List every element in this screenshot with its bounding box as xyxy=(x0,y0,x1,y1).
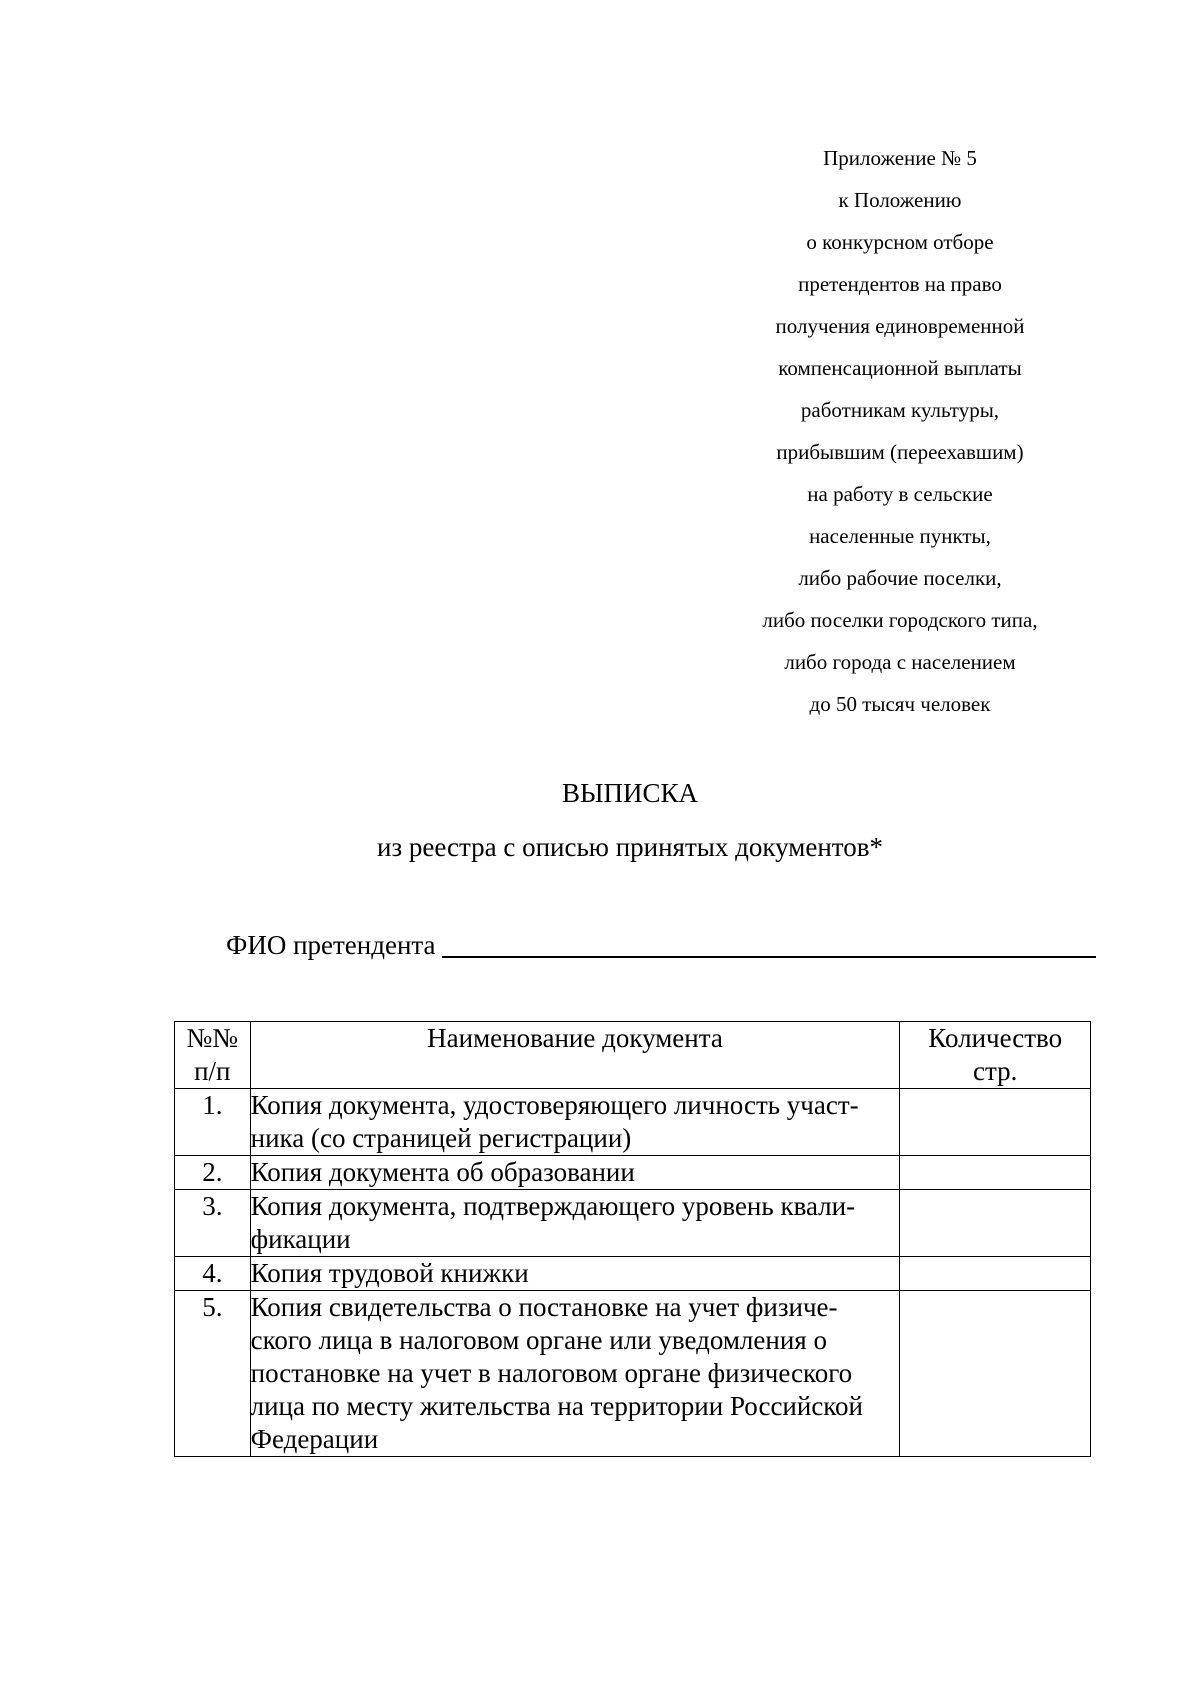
appendix-line: к Положению xyxy=(838,188,962,212)
row-page-count[interactable] xyxy=(900,1089,1091,1156)
applicant-name-label: ФИО претендента xyxy=(226,930,436,960)
row-document-name-line: Копия документа об образовании xyxy=(250,1157,635,1187)
applicant-name-row xyxy=(226,925,1096,965)
appendix-line: либо поселки городского типа, xyxy=(762,608,1038,632)
row-number: 4. xyxy=(175,1257,251,1291)
header-page-count-line2: стр. xyxy=(973,1056,1018,1086)
header-page-count xyxy=(900,1022,1091,1089)
appendix-line: до 50 тысяч человек xyxy=(809,692,991,716)
table-row xyxy=(175,1089,1091,1156)
appendix-line: компенсационной выплаты xyxy=(778,356,1022,380)
appendix-line: о конкурсном отборе xyxy=(806,230,994,254)
row-document-name-line: Копия свидетельства о постановке на учет физиче- xyxy=(250,1292,838,1322)
appendix-line: населенные пункты, xyxy=(809,524,991,548)
row-document-name-line: лица по месту жительства на территории Российской xyxy=(250,1391,864,1421)
appendix-line: получения единовременной xyxy=(775,314,1025,338)
row-number: 1. xyxy=(175,1089,251,1156)
row-page-count[interactable] xyxy=(900,1257,1091,1291)
row-document-name-line: Копия трудовой книжки xyxy=(250,1258,529,1288)
header-document-name: Наименование документа xyxy=(250,1022,900,1089)
table-row xyxy=(175,1156,1091,1190)
row-page-count[interactable] xyxy=(900,1291,1091,1457)
document-title: ВЫПИСКА xyxy=(561,778,699,808)
row-number: 2. xyxy=(175,1156,251,1190)
document-subtitle: из реестра с описью принятых документов* xyxy=(377,832,883,862)
row-document-name xyxy=(250,1190,900,1257)
row-number: 3. xyxy=(175,1190,251,1257)
row-number: 5. xyxy=(175,1291,251,1457)
row-document-name-line: ника (со страницей регистрации) xyxy=(250,1123,632,1153)
appendix-line: на работу в сельские xyxy=(807,482,993,506)
header-number-line2: п/п xyxy=(194,1056,231,1086)
row-document-name xyxy=(250,1257,900,1291)
row-document-name xyxy=(250,1156,900,1190)
appendix-line: либо рабочие поселки, xyxy=(798,566,1002,590)
appendix-line: либо города с населением xyxy=(784,650,1016,674)
row-document-name xyxy=(250,1291,900,1457)
row-page-count[interactable] xyxy=(900,1190,1091,1257)
row-document-name-line: постановке на учет в налоговом органе физического xyxy=(250,1358,853,1388)
row-document-name-line: Копия документа, подтверждающего уровень квали- xyxy=(250,1191,856,1221)
row-document-name-line: Федерации xyxy=(250,1424,379,1454)
header-page-count-line1: Количество xyxy=(928,1023,1063,1053)
appendix-line: претендентов на право xyxy=(798,272,1002,296)
table-row xyxy=(175,1190,1091,1257)
documents-table xyxy=(174,1021,1091,1457)
appendix-block xyxy=(700,137,1100,725)
header-number xyxy=(175,1022,251,1089)
table-row xyxy=(175,1257,1091,1291)
row-page-count[interactable] xyxy=(900,1156,1091,1190)
row-document-name-line: ского лица в налоговом органе или уведомления о xyxy=(250,1325,827,1355)
table-row xyxy=(175,1291,1091,1457)
appendix-line: работникам культуры, xyxy=(800,398,1000,422)
header-number-line1: №№ xyxy=(186,1023,239,1053)
appendix-line: Приложение № 5 xyxy=(823,146,977,170)
row-document-name xyxy=(250,1089,900,1156)
row-document-name-line: фикации xyxy=(250,1224,351,1254)
table-header-row xyxy=(175,1022,1091,1089)
appendix-line: прибывшим (переехавшим) xyxy=(776,440,1024,464)
applicant-name-field[interactable] xyxy=(442,924,1096,958)
row-document-name-line: Копия документа, удостоверяющего личность участ- xyxy=(250,1090,859,1120)
